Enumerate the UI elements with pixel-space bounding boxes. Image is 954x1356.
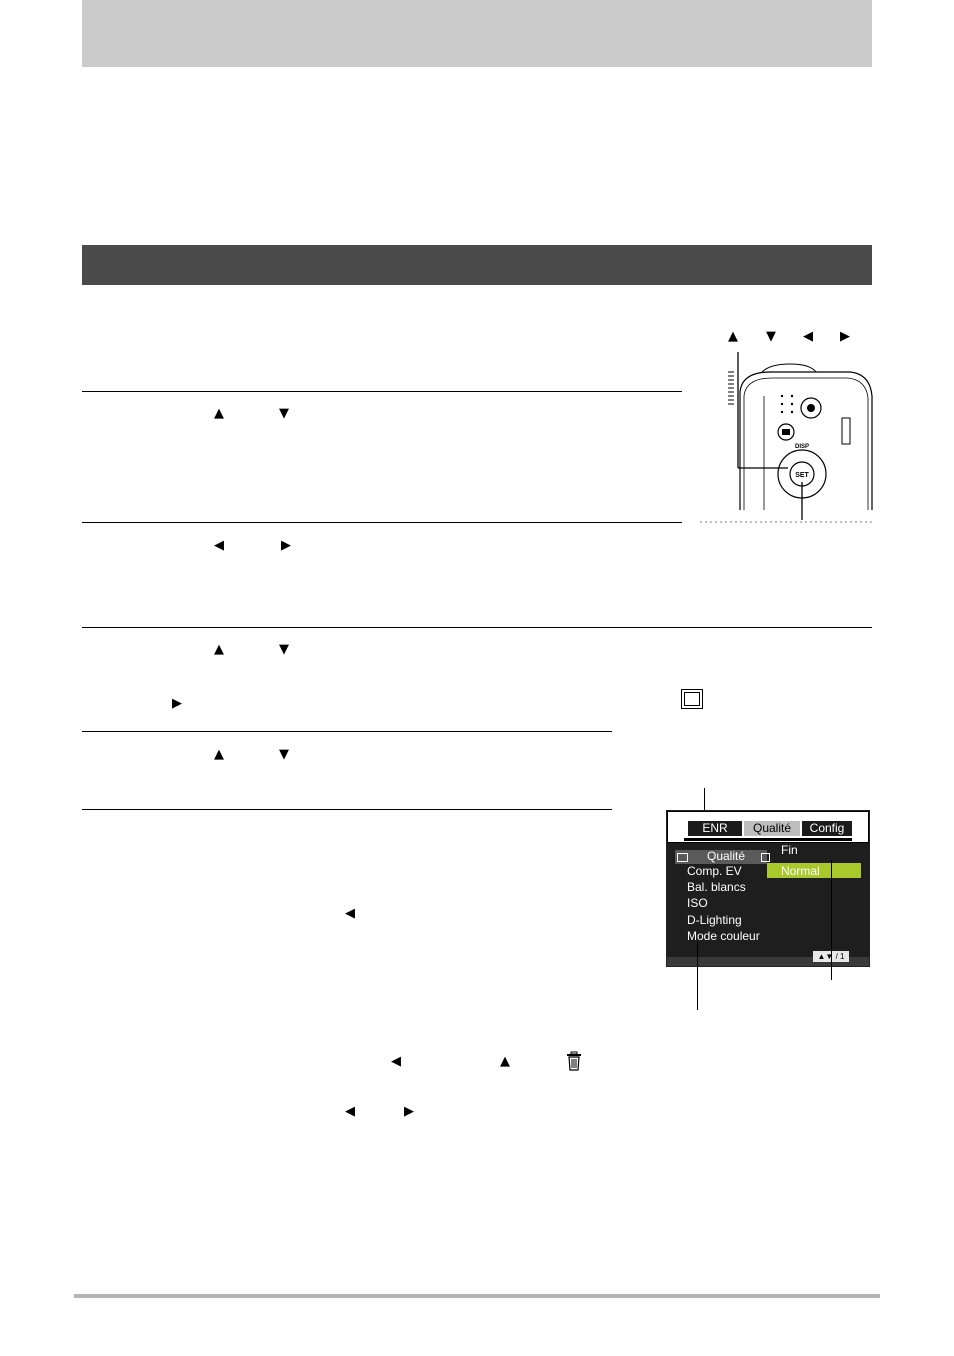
menu-item-bal-blancs[interactable]: Bal. blancs xyxy=(687,880,746,894)
step-divider xyxy=(82,731,612,732)
tab-enr[interactable]: ENR xyxy=(688,821,742,836)
tab-underline xyxy=(684,838,852,841)
left-arrow-icon: ◀ xyxy=(345,906,355,921)
down-arrow-icon: ▼ xyxy=(279,406,289,421)
callout-line-tabs xyxy=(704,788,705,812)
step-divider xyxy=(82,391,682,392)
menu-item-mode-couleur[interactable]: Mode couleur xyxy=(687,929,760,943)
section-header-band xyxy=(82,245,872,285)
camera-back-illustration xyxy=(700,320,874,530)
page-indicator: ▲▼ / 1 xyxy=(813,951,849,962)
step-divider xyxy=(82,627,872,628)
callout-line-setting xyxy=(831,860,832,980)
footer-rule xyxy=(74,1294,880,1298)
tab-qualite[interactable]: Qualité xyxy=(744,821,800,836)
down-arrow-icon: ▼ xyxy=(279,747,289,762)
step-divider xyxy=(82,522,682,523)
left-arrow-icon: ◀ xyxy=(214,538,224,553)
right-arrow-icon: ▶ xyxy=(172,696,182,711)
right-arrow-icon: ▶ xyxy=(404,1104,414,1119)
menu-item-iso[interactable]: ISO xyxy=(687,896,708,910)
up-arrow-icon: ▲ xyxy=(214,642,224,657)
left-arrow-icon: ◀ xyxy=(803,329,813,344)
right-arrow-icon: ▶ xyxy=(281,538,291,553)
tab-config[interactable]: Config xyxy=(802,821,852,836)
up-arrow-icon: ▲ xyxy=(214,747,224,762)
callout-line-menu xyxy=(697,942,698,1010)
down-arrow-icon: ▼ xyxy=(279,642,289,657)
left-arrow-icon: ◀ xyxy=(391,1054,401,1069)
trash-icon xyxy=(566,1051,582,1073)
menu-item-comp-ev[interactable]: Comp. EV xyxy=(687,864,742,878)
menu-item-d-lighting[interactable]: D-Lighting xyxy=(687,913,742,927)
menu-tab-bar xyxy=(667,811,869,843)
up-arrow-icon: ▲ xyxy=(728,329,738,344)
menu-item-qualite[interactable]: Qualité xyxy=(707,849,746,863)
down-arrow-icon: ▼ xyxy=(766,329,776,344)
up-arrow-icon: ▲ xyxy=(500,1054,510,1069)
up-arrow-icon: ▲ xyxy=(214,406,224,421)
step-divider xyxy=(82,809,612,810)
left-arrow-icon xyxy=(761,853,770,862)
left-arrow-icon: ◀ xyxy=(345,1104,355,1119)
disp-label: DISP xyxy=(794,444,810,450)
right-arrow-icon: ▶ xyxy=(840,329,850,344)
submenu-item-normal[interactable]: Normal xyxy=(781,864,820,878)
image-size-icon xyxy=(681,689,703,709)
submenu-item-fin[interactable]: Fin xyxy=(781,843,798,857)
quality-icon xyxy=(677,853,688,862)
header-band xyxy=(82,0,872,67)
set-button-label: SET xyxy=(795,472,809,479)
